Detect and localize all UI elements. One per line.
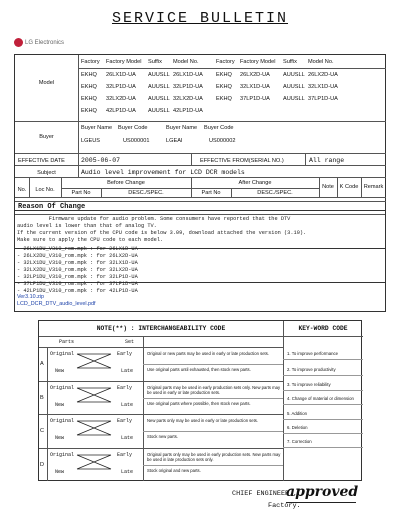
effective-from-label: EFFECTIVE FROM(SERIAL NO.) xyxy=(200,158,284,164)
effective-from-value: All range xyxy=(309,157,345,164)
before-desc-header: DESC./SPEC. xyxy=(128,190,164,196)
note-interchange-heading: NOTE(**) : INTERCHANGEABILITY CODE xyxy=(96,325,226,332)
firmware-file-item: - 37LP1DU_V310_rom.mpk : for 37LP1D-UA xyxy=(17,281,138,287)
reason-bottom-border xyxy=(14,210,386,312)
interchange-code: B xyxy=(40,394,44,401)
lg-logo-icon xyxy=(14,38,23,47)
late-label: Late xyxy=(121,435,134,441)
signature-underline xyxy=(286,502,356,503)
late-label: Late xyxy=(121,468,134,475)
keyword-item: 5. Addition xyxy=(287,411,308,416)
model-cell: EKHQ xyxy=(216,72,232,78)
buyer-name-2: LGEAI xyxy=(166,138,183,144)
firmware-file-item: - 42LP1DU_V310_rom.mpk : for 42LP1D-UA xyxy=(17,288,138,294)
approval-signature: approved xyxy=(286,484,359,500)
keyword-divider xyxy=(283,359,363,360)
model-header-factory-1: Factory xyxy=(81,59,100,65)
desc-divider xyxy=(143,431,283,432)
model-cell: 32LX2D-UA xyxy=(106,96,136,102)
model-cell: 26LX2D-UA xyxy=(240,72,270,78)
keyword-item: 7. Correction xyxy=(287,439,312,444)
buyer-label: Buyer xyxy=(39,134,54,140)
interchange-desc: Original parts only may be used in early production sets. New parts may be used in late production sets only. xyxy=(147,451,281,462)
subject-value: Audio level improvement for LCD DCR models xyxy=(81,169,245,176)
model-cell: 42LP1D-UA xyxy=(106,108,136,114)
original-label: Original xyxy=(50,351,75,357)
model-cell: 32LX1D-UA xyxy=(308,84,338,90)
interchange-instruction: Use original parts where possible, then stock new parts. xyxy=(147,400,251,406)
row-divider xyxy=(39,381,283,382)
model-cell: AUUSLL xyxy=(283,72,305,78)
interchange-desc: New parts only may be used in early or late production sets. xyxy=(147,418,259,423)
buyer-code-header-1: Buyer Code xyxy=(118,125,148,131)
keyword-divider xyxy=(283,375,363,376)
reason-heading: Reason Of Change xyxy=(18,203,86,211)
keyword-item: 3. To improve reliability xyxy=(287,382,331,387)
model-cell: 26LX1D-UA xyxy=(106,72,136,78)
attachment-pdf-link[interactable]: LCD_DCR_DTV_audio_level.pdf xyxy=(17,301,96,307)
company-logo xyxy=(14,38,64,47)
model-header-factory-model-1: Factory Model xyxy=(106,59,142,65)
buyer-name-header-2: Buyer Name xyxy=(166,125,198,131)
effective-date-label: EFFECTIVE DATE xyxy=(18,158,65,164)
page-title: SERVICE BULLETIN xyxy=(111,10,289,27)
model-cell: 42LP1D-UA xyxy=(173,108,203,114)
model-cell: 37LP1D-UA xyxy=(308,96,338,102)
row-divider xyxy=(39,448,283,449)
before-partno-header: Part No xyxy=(71,190,91,196)
early-label: Early xyxy=(117,351,133,357)
change-locno-header: Loc No. xyxy=(35,187,55,193)
new-label: New xyxy=(55,435,65,441)
original-label: Original xyxy=(50,451,75,458)
set-header: Set xyxy=(125,339,135,345)
interchange-code: C xyxy=(40,428,45,434)
firmware-file-item: - 26LX2DU_V310_rom.mpk : for 26LX2D-UA xyxy=(17,253,138,259)
late-label: Late xyxy=(121,368,134,374)
model-cell: 37LP1D-UA xyxy=(240,96,270,102)
interchange-instruction: Stock new parts. xyxy=(147,434,178,439)
kcode-header: K Code xyxy=(339,184,359,190)
model-cell: AUUSLL xyxy=(283,96,305,102)
model-cell: AUUSLL xyxy=(148,72,170,78)
interchange-arrow-icon xyxy=(75,384,115,406)
effective-date-value: 2005-06-07 xyxy=(81,157,121,164)
logo-text: LG Electronics xyxy=(25,39,65,46)
early-label: Early xyxy=(117,451,133,458)
early-label: Early xyxy=(117,418,133,424)
keyword-heading: KEY-WORD CODE xyxy=(298,325,348,332)
after-desc-header: DESC./SPEC. xyxy=(257,190,293,196)
model-cell: 26LX2D-UA xyxy=(308,72,338,78)
remark-header: Remark xyxy=(363,184,384,190)
model-header-model-no-1: Model No. xyxy=(173,59,199,65)
interchange-desc: Original or new parts may be used in early or late production sets. xyxy=(147,351,269,356)
model-cell: EKHQ xyxy=(81,84,97,90)
interchange-desc: Original parts may be used in early production sets only. New parts may be used in early or late production sets. xyxy=(147,384,281,395)
model-cell: EKHQ xyxy=(216,84,232,90)
after-change-header: After Change xyxy=(238,180,272,186)
model-cell: EKHQ xyxy=(81,96,97,102)
parts-header: Parts xyxy=(59,339,75,345)
model-cell: EKHQ xyxy=(216,96,232,102)
keyword-divider xyxy=(283,419,363,420)
model-cell: 32LX1D-UA xyxy=(240,84,270,90)
model-header-factory-model-2: Factory Model xyxy=(240,59,276,65)
interchange-arrow-icon xyxy=(75,350,115,372)
before-change-header: Before Change xyxy=(107,180,145,186)
interchange-instruction: Stock original and new parts. xyxy=(147,467,201,473)
model-cell: AUUSLL xyxy=(148,96,170,102)
model-cell: 26LX1D-UA xyxy=(173,72,203,78)
model-cell: EKHQ xyxy=(81,72,97,78)
firmware-file-item: - 26LX1DU_V310_rom.mpk : for 26LX1D-UA xyxy=(17,246,138,252)
late-label: Late xyxy=(121,401,134,408)
model-header-model-no-2: Model No. xyxy=(308,59,334,65)
subject-label: Subject xyxy=(37,170,56,176)
buyer-code-2: US000002 xyxy=(209,138,236,144)
firmware-file-item: - 32LX1DU_V310_rom.mpk : for 32LX1D-UA xyxy=(17,260,138,266)
model-cell: EKHQ xyxy=(81,108,97,114)
keyword-item: 2. To improve productivity xyxy=(287,367,336,372)
model-cell: AUUSLL xyxy=(148,84,170,90)
factory-label: Factory. xyxy=(268,502,301,510)
keyword-divider xyxy=(283,390,363,391)
model-header-suffix-2: Suffix xyxy=(283,59,297,65)
interchange-arrow-icon xyxy=(75,451,115,473)
desc-divider xyxy=(143,465,283,466)
after-partno-header: Part No xyxy=(201,190,221,196)
model-label: Model xyxy=(38,80,55,86)
firmware-file-item: - 32LP1DU_V310_rom.mpk : for 32LP1D-UA xyxy=(17,274,138,280)
original-label: Original xyxy=(50,384,75,391)
keyword-item: 6. Deletion xyxy=(287,425,308,430)
new-label: New xyxy=(55,368,65,374)
interchange-arrow-icon xyxy=(75,417,115,439)
buyer-code-header-2: Buyer Code xyxy=(204,125,234,131)
model-cell: AUUSLL xyxy=(283,84,305,90)
interchange-instruction: Use original parts until exhausted, then stock new parts. xyxy=(147,367,251,372)
model-header-suffix-1: Suffix xyxy=(148,59,162,65)
desc-divider xyxy=(143,364,283,365)
keyword-divider xyxy=(283,447,363,448)
interchange-code: D xyxy=(40,461,45,468)
model-header-factory-2: Factory xyxy=(216,59,235,65)
interchangeability-panel xyxy=(38,320,362,481)
note-header: Note xyxy=(322,184,334,190)
chief-engineer-label: CHIEF ENGINEER , xyxy=(232,490,298,498)
new-label: New xyxy=(55,401,65,408)
buyer-name-header-1: Buyer Name xyxy=(81,125,113,131)
buyer-code-1: US000001 xyxy=(123,138,150,144)
model-cell: AUUSLL xyxy=(148,108,170,114)
attachment-zip-link[interactable]: Ver3.10.zip xyxy=(17,294,44,300)
early-label: Early xyxy=(117,384,133,391)
keyword-divider xyxy=(283,433,363,434)
model-cell: 32LX2D-UA xyxy=(173,96,203,102)
keyword-item: 1. To improve performance xyxy=(287,351,339,356)
keyword-item: 4. Change of material or dimension xyxy=(287,396,354,401)
model-cell: 32LP1D-UA xyxy=(173,84,203,90)
firmware-file-item: - 32LX2DU_V310_rom.mpk : for 32LX2D-UA xyxy=(17,267,138,273)
model-cell: 32LP1D-UA xyxy=(106,84,136,90)
keyword-divider xyxy=(283,404,363,405)
change-no-header: No. xyxy=(17,187,27,193)
buyer-name-1: LGEUS xyxy=(81,138,100,144)
desc-divider xyxy=(143,398,283,399)
interchange-code: A xyxy=(40,361,44,367)
new-label: New xyxy=(55,468,65,475)
row-divider xyxy=(39,414,283,415)
original-label: Original xyxy=(50,418,75,424)
reason-text: Firmware update for audio problem. Some consumers have reported that the DTV audio level is lower than that of analog TV. If the current version of the CPU code is below 3.09, download attached the version (3.10). Make sure to apply the CPU code to each model. xyxy=(17,216,307,243)
